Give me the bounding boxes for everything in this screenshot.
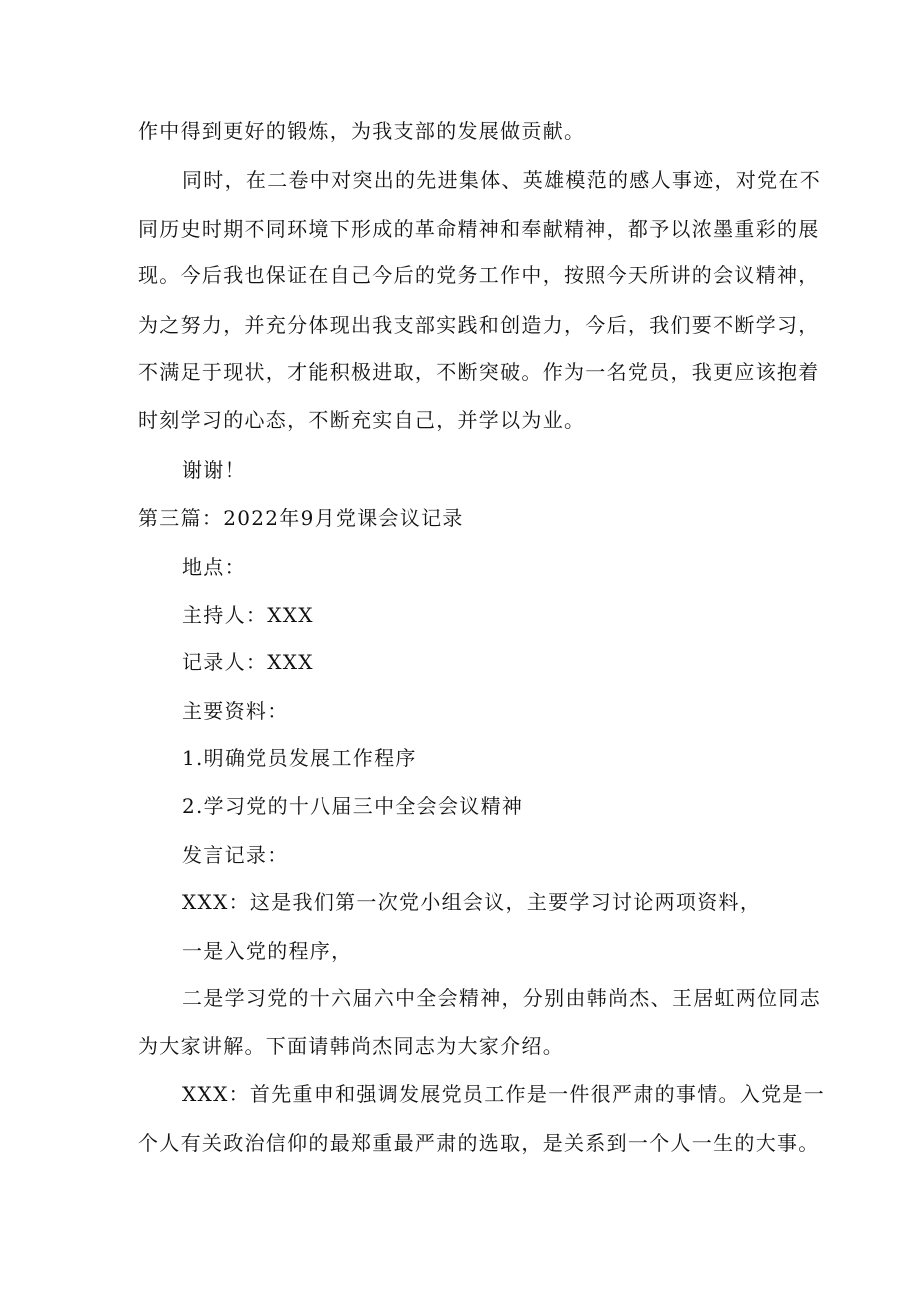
- paragraph-line: 同时，在二卷中对突出的先进集体、英雄模范的感人事迹，对党在不: [182, 168, 821, 192]
- list-item: 1.明确党员发展工作程序: [182, 746, 417, 770]
- speech-record-label: 发言记录：: [182, 843, 289, 867]
- speech-text: XXX：这是我们第一次党小组会议，主要学习讨论两项资料，: [182, 890, 762, 914]
- host-label: 主持人：XXX: [182, 603, 314, 627]
- paragraph-line: 为之努力，并充分体现出我支部实践和创造力，今后，我们要不断学习，: [138, 313, 820, 337]
- paragraph-line: 时刻学习的心态，不断充实自己，并学以为业。: [138, 408, 586, 432]
- paragraph-line: 同历史时期不同环境下形成的革命精神和奉献精神，都予以浓墨重彩的展: [138, 217, 820, 241]
- thanks-text: 谢谢！: [182, 458, 246, 482]
- main-materials-label: 主要资料：: [182, 699, 289, 723]
- point-text: 为大家讲解。下面请韩尚杰同志为大家介绍。: [138, 1034, 564, 1058]
- list-item: 2.学习党的十八届三中全会会议精神: [182, 794, 524, 818]
- continuation-text: 作中得到更好的锻炼，为我支部的发展做贡献。: [138, 119, 586, 143]
- point-text: 一是入党的程序，: [182, 939, 353, 963]
- paragraph-line: 现。今后我也保证在自己今后的党务工作中，按照今天所讲的会议精神，: [138, 263, 820, 287]
- speech-text: XXX：首先重申和强调发展党员工作是一件很严肃的事情。入党是一: [182, 1082, 826, 1106]
- point-text: 二是学习党的十六届六中全会精神，分别由韩尚杰、王居虹两位同志: [182, 986, 821, 1010]
- location-label: 地点：: [182, 555, 246, 579]
- speech-text: 个人有关政治信仰的最郑重最严肃的选取，是关系到一个人一生的大事。: [138, 1131, 820, 1155]
- section-title: 第三篇：2022年9月党课会议记录: [138, 506, 464, 530]
- paragraph-line: 不满足于现状，才能积极进取，不断突破。作为一名党员，我更应该抱着: [138, 360, 820, 384]
- recorder-label: 记录人：XXX: [182, 650, 314, 674]
